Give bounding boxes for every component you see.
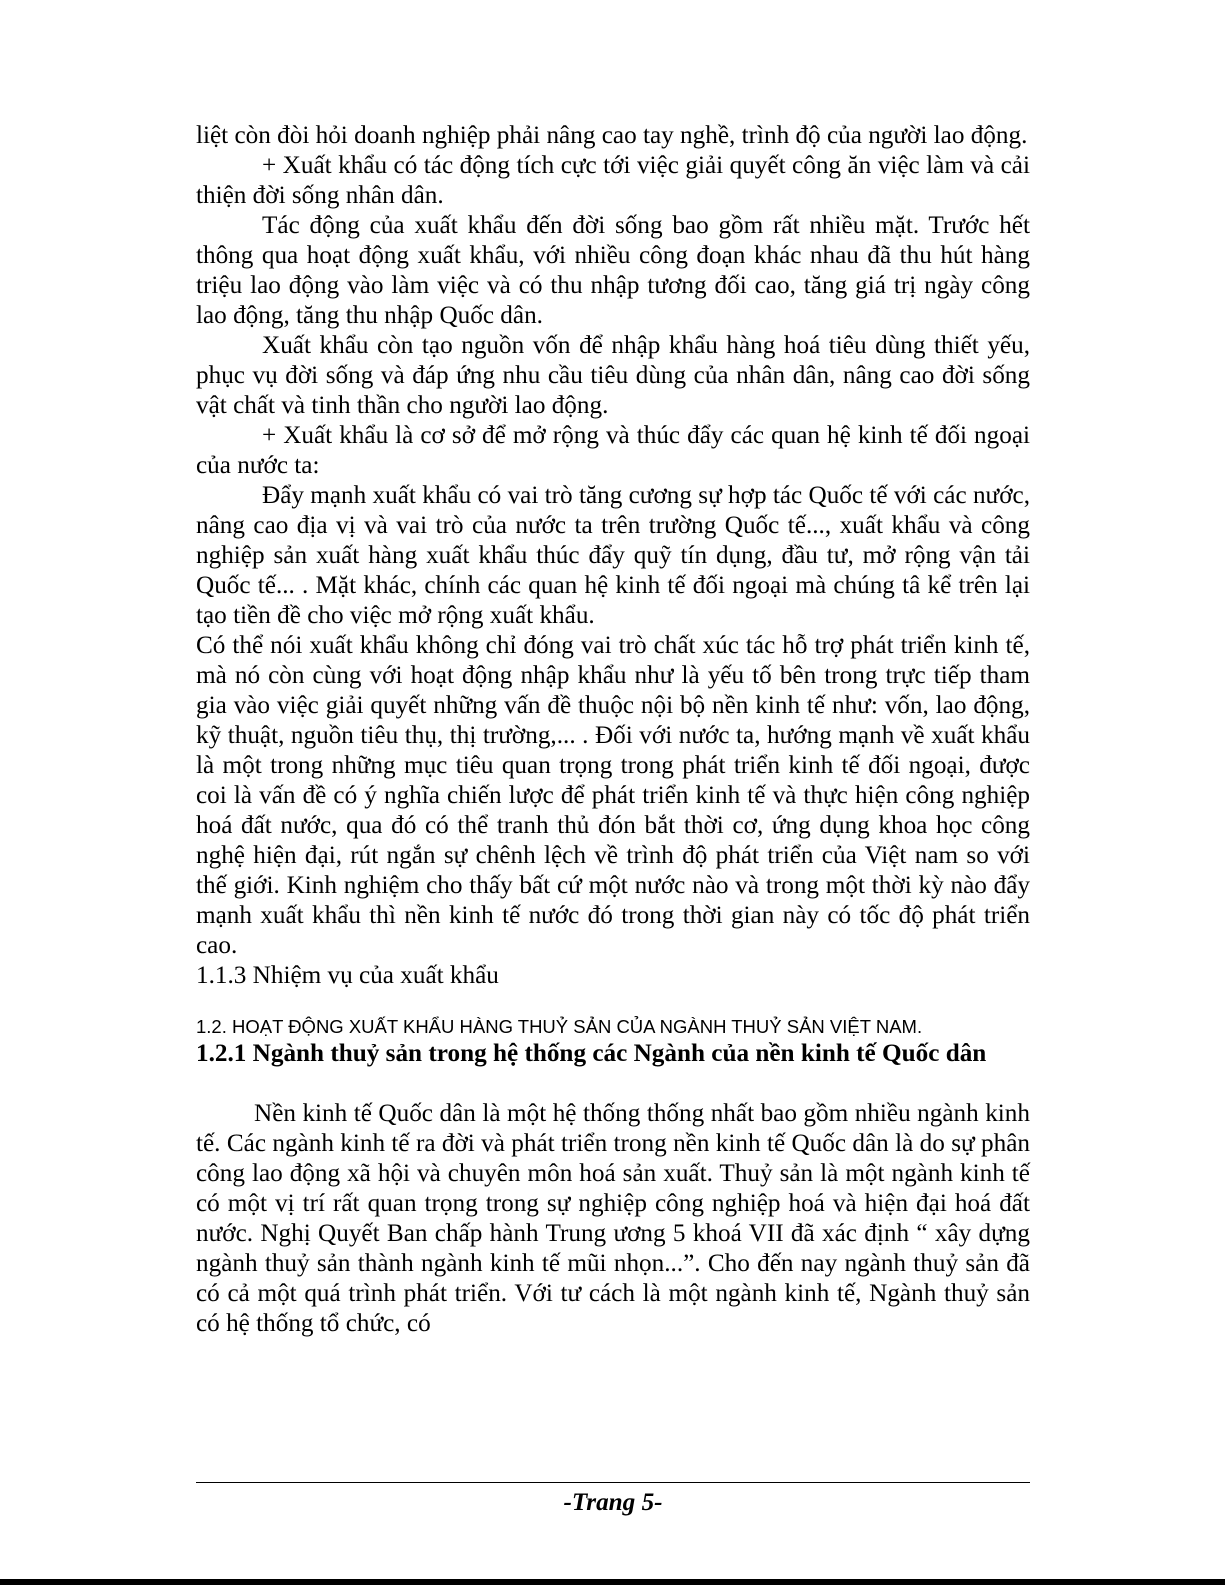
paragraph: Nền kinh tế Quốc dân là một hệ thống thống nhất bao gồm nhiều ngành kinh tế. Các ngành kinh tế ra đời và phát triển trong nền kinh tế Quốc dân là do sự phân công lao động xã hội và chuyên môn hoá sản xuất. Thuỷ sản là một ngành kinh tế có một vị trí rất quan trọng trong sự nghiệp công nghiệp hoá và hiện đại hoá đất nước. Nghị Quyết Ban chấp hành Trung ương 5 khoá VII đã xác định “ xây dựng ngành thuỷ sản thành ngành kinh tế mũi nhọn...”. Cho đến nay ngành thuỷ sản đã có cả một quá trình phát triển. Với tư cách là một ngành kinh tế, Ngành thuỷ sản có hệ thống tổ chức, có	[196, 1100, 1030, 1337]
section-heading-1-2: 1.2. HOẠT ĐỘNG XUẤT KHẨU HÀNG THUỶ SẢN CỦA NGÀNH THUỶ SẢN VIỆT NAM.	[196, 1016, 923, 1037]
paragraph: Đẩy mạnh xuất khẩu có vai trò tăng cương sự hợp tác Quốc tế với các nước, nâng cao địa vị và vai trò của nước ta trên trường Quốc tế..., xuất khẩu và công nghiệp sản xuất hàng xuất khẩu thúc đẩy quỹ tín dụng, đầu tư, mở rộng vận tải Quốc tế... . Mặt khác, chính các quan hệ kinh tế đối ngoại mà chúng tâ kể trên lại tạo tiền đề cho việc mở rộng xuất khẩu.	[196, 482, 1030, 629]
paragraph: liệt còn đòi hỏi doanh nghiệp phải nâng cao tay nghề, trình độ của người lao động.	[196, 122, 1028, 149]
paragraph: + Xuất khẩu là cơ sở để mở rộng và thúc đẩy các quan hệ kinh tế đối ngoại của nước ta:	[196, 422, 1030, 479]
page-number: -Trang 5-	[563, 1489, 663, 1516]
section-heading-1-2-1: 1.2.1 Ngành thuỷ sản trong hệ thống các Ngành của nền kinh tế Quốc dân	[196, 1040, 987, 1067]
paragraph: Tác động của xuất khẩu đến đời sống bao gồm rất nhiều mặt. Trước hết thông qua hoạt động xuất khẩu, với nhiều công đoạn khác nhau đã thu hút hàng triệu lao động vào làm việc và có thu nhập tương đối cao, tăng giá trị ngày công lao động, tăng thu nhập Quốc dân.	[196, 212, 1030, 329]
section-heading-1-1-3: 1.1.3 Nhiệm vụ của xuất khẩu	[196, 962, 499, 989]
page-bottom-border	[0, 1579, 1225, 1585]
footer-divider	[196, 1482, 1030, 1483]
document-page	[196, 121, 1030, 1339]
paragraph: Xuất khẩu còn tạo nguồn vốn để nhập khẩu hàng hoá tiêu dùng thiết yếu, phục vụ đời sống và đáp ứng nhu cầu tiêu dùng của nhân dân, nâng cao đời sống vật chất và tinh thần cho người lao động.	[196, 332, 1030, 419]
paragraph: Có thể nói xuất khẩu không chỉ đóng vai trò chất xúc tác hỗ trợ phát triển kinh tế, mà nó còn cùng với hoạt động nhập khẩu như là yếu tố bên trong trực tiếp tham gia vào việc giải quyết những vấn đề thuộc nội bộ nền kinh tế như: vốn, lao động, kỹ thuật, nguồn tiêu thụ, thị trường,... . Đối với nước ta, hướng mạnh về xuất khẩu là một trong những mục tiêu quan trọng trong phát triển kinh tế đối ngoại, được coi là vấn đề có ý nghĩa chiến lược để phát triển kinh tế và thực hiện công nghiệp hoá đất nước, qua đó có thể tranh thủ đón bắt thời cơ, ứng dụng khoa học công nghệ hiện đại, rút ngắn sự chênh lệch về trình độ phát triển của Việt nam so với thế giới. Kinh nghiệm cho thấy bất cứ một nước nào và trong một thời kỳ nào đẩy mạnh xuất khẩu thì nền kinh tế nước đó trong thời gian này có tốc độ phát triển cao.	[196, 632, 1030, 959]
paragraph: + Xuất khẩu có tác động tích cực tới việc giải quyết công ăn việc làm và cải thiện đời sống nhân dân.	[196, 152, 1030, 209]
